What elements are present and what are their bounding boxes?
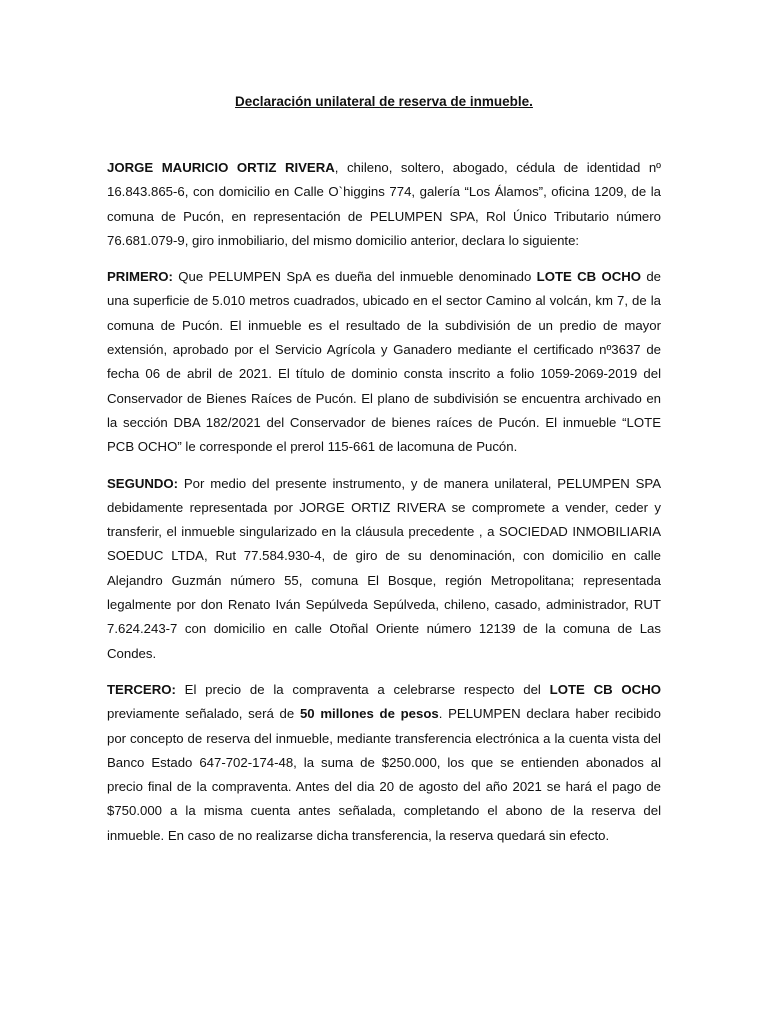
clause-primero-text-2: de una superficie de 5.010 metros cuadrados, ubicado en el sector Camino al volcán, km 7, de la comuna de Pucón. El inmueble es el resultado de la subdivisión de un predio de mayor extensión, aprobado por el Servicio Agrícola y Ganadero mediante el certificado nº3637 de fecha 06 de abril de 2021. El título de dominio consta inscrito a folio 1059-2069-2019 del Conservador de Bienes Raíces de Pucón. El plano de subdivisión se encuentra archivado en la sección DBA 182/2021 del Conservador de bienes raíces de Pucón. El inmueble “LOTE PCB OCHO” le corresponde el prerol 115-661 de lacomuna de Pucón. — [107, 269, 662, 455]
clause-segundo-text: Por medio del presente instrumento, y de manera unilateral, PELUMPEN SPA debidamente representada por JORGE ORTIZ RIVERA se compromete a vender, ceder y transferir, el inmueble singularizado en la cláusula precedente , a SOCIEDAD INMOBILIARIA SOEDUC LTDA, Rut 77.584.930-4, de giro de su denominación, con domicilio en calle Alejandro Guzmán número 55, comuna El Bosque, región Metropolitana; representada legalmente por don Renato Iván Sepúlveda Sepúlveda, chileno, casado, administrador, RUT 7.624.243-7 con domicilio en calle Otoñal Oriente número 12139 de la comuna de Las Condes. — [107, 475, 661, 661]
document-title: Declaración unilateral de reserva de inmueble. — [235, 94, 533, 109]
clause-primero-text-1: Que PELUMPEN SpA es dueña del inmueble denominado — [172, 269, 537, 285]
clause-primero — [107, 265, 661, 459]
clause-tercero-text-3: . PELUMPEN declara haber recibido por concepto de reserva del inmueble, mediante transferencia electrónica a la cuenta vista del Banco Estado 647-702-174-48, la suma de $250.000, los que se entienden abonados al precio final de la compraventa. Antes del dia 20 de agosto del año 2021 se hará el pago de $750.000 a la misma cuenta antes señalada, completando el abono de la reserva del inmueble. En caso de no realizarse dicha transferencia, la reserva quedará sin efecto. — [107, 706, 661, 843]
declarant-name: JORGE MAURICIO ORTIZ RIVERA — [107, 160, 335, 175]
clause-primero-label: PRIMERO: — [107, 269, 173, 285]
clause-primero-lot-name: LOTE CB OCHO — [536, 269, 642, 285]
intro-text: , chileno, soltero, abogado, cédula de identidad nº 16.843.865-6, con domicilio en Calle O`higgins 774, galería “Los Álamos”, oficina 1209, de la comuna de Pucón, en representación de PELUMPEN SPA, Rol Único Tributario número 76.681.079-9, giro inmobiliario, del mismo domicilio anterior, declara lo siguiente: — [107, 160, 661, 248]
clause-segundo-label: SEGUNDO: — [107, 475, 179, 491]
clause-segundo — [107, 472, 661, 666]
clause-tercero-text-1: El precio de la compraventa a celebrarse respecto del — [175, 681, 550, 697]
clause-tercero-label: TERCERO: — [107, 681, 176, 697]
document-body — [107, 156, 661, 860]
intro-paragraph — [107, 156, 661, 253]
clause-tercero-lot-name: LOTE CB OCHO — [549, 681, 661, 697]
clause-tercero-text-2: previamente señalado, será de — [107, 706, 300, 722]
clause-tercero — [107, 678, 661, 848]
clause-tercero-price: 50 millones de pesos — [299, 706, 439, 722]
